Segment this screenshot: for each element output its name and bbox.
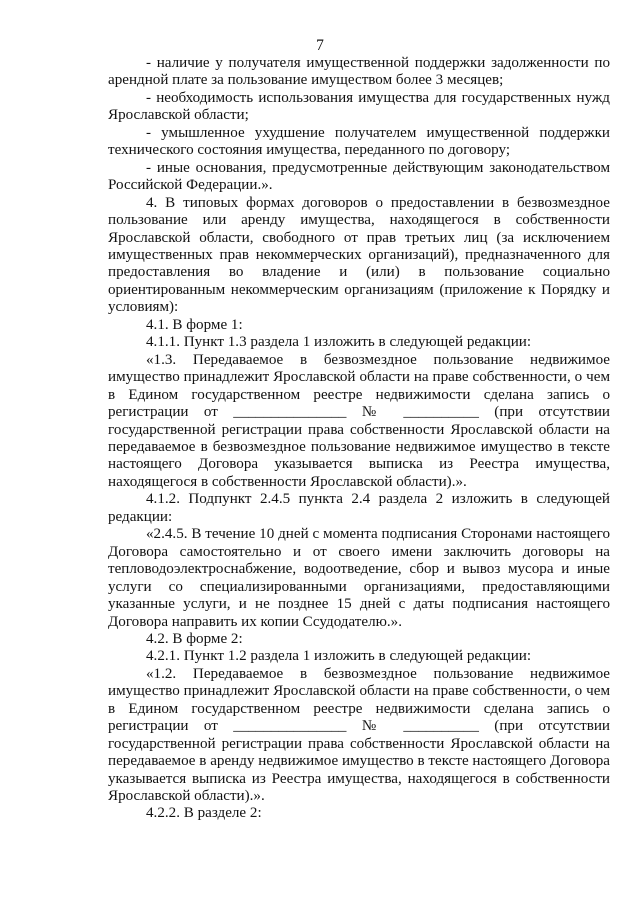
paragraph-4-1: 4.1. В форме 1:	[146, 316, 243, 333]
paragraph-state-needs-clause: - необходимость использования имущества для государственных нужд Ярославской области;	[108, 89, 610, 124]
paragraph-4-1-1: 4.1.1. Пункт 1.3 раздела 1 изложить в следующей редакции:	[146, 334, 532, 351]
paragraph-debt-clause: - наличие у получателя имущественной поддержки задолженности по арендной плате за пользование имуществом более 3 месяцев;	[108, 55, 610, 89]
document-body	[108, 55, 610, 823]
paragraph-quote-1-3: «1.3. Передаваемое в безвозмездное пользование недвижимое имущество принадлежит Ярославской области на праве собственности, о чем в Едином государственном реестре недвижимости сделана запись о регистрации от _______________ № __________ (при отсутствии государственной регистрации права собственности Ярославской области на передаваемое в безвозмездное пользование недвижимое имущество в тексте настоящего Договора указывается выписка из Реестра имущества, находящегося в собственности Ярославской области).».	[108, 351, 610, 490]
page-number: 7	[316, 37, 324, 54]
paragraph-4-2: 4.2. В форме 2:	[146, 630, 243, 647]
paragraph-quote-2-4-5: «2.4.5. В течение 10 дней с момента подписания Сторонами настоящего Договора самостоятельно и от своего имени заключить договоры на тепловодоэлектроснабжение, водоотведение, сбор и вывоз мусора и иные услуги со специализированными организациями, предоставляющими указанные услуги, и не позднее 15 дней с даты подписания настоящего Договора направить их копии Ссудодателю.».	[108, 526, 610, 630]
paragraph-section-4: 4. В типовых формах договоров о предоставлении в безвозмездное пользование или аренду имущества, находящегося в собственности Ярославской области, свободного от прав третьих лиц (за исключением имущественных прав некоммерческих организаций), предназначенного для предоставления во владение и (или) в пользование социально ориентированным некоммерческим организациям (приложение к Порядку и условиям):	[108, 194, 610, 316]
paragraph-4-2-2: 4.2.2. В разделе 2:	[146, 805, 262, 822]
paragraph-other-grounds-clause: - иные основания, предусмотренные действующим законодательством Российской Федерации.».	[108, 159, 610, 194]
paragraph-4-2-1: 4.2.1. Пункт 1.2 раздела 1 изложить в следующей редакции:	[146, 648, 532, 665]
paragraph-4-1-2: 4.1.2. Подпункт 2.4.5 пункта 2.4 раздела 2 изложить в следующей редакции:	[108, 491, 610, 525]
paragraph-deterioration-clause: - умышленное ухудшение получателем имущественной поддержки технического состояния имущества, переданного по договору;	[108, 124, 610, 159]
paragraph-quote-1-2: «1.2. Передаваемое в безвозмездное пользование недвижимое имущество принадлежит Ярославской области на праве собственности, о чем в Едином государственном реестре недвижимости сделана запись о регистрации от _______________ № __________ (при отсутствии государственной регистрации права собственности Ярославской области на передаваемое в аренду недвижимое имущество в тексте настоящего Договора указывается выписка из Реестра имущества, находящегося в собственности Ярославской области).».	[108, 665, 610, 805]
